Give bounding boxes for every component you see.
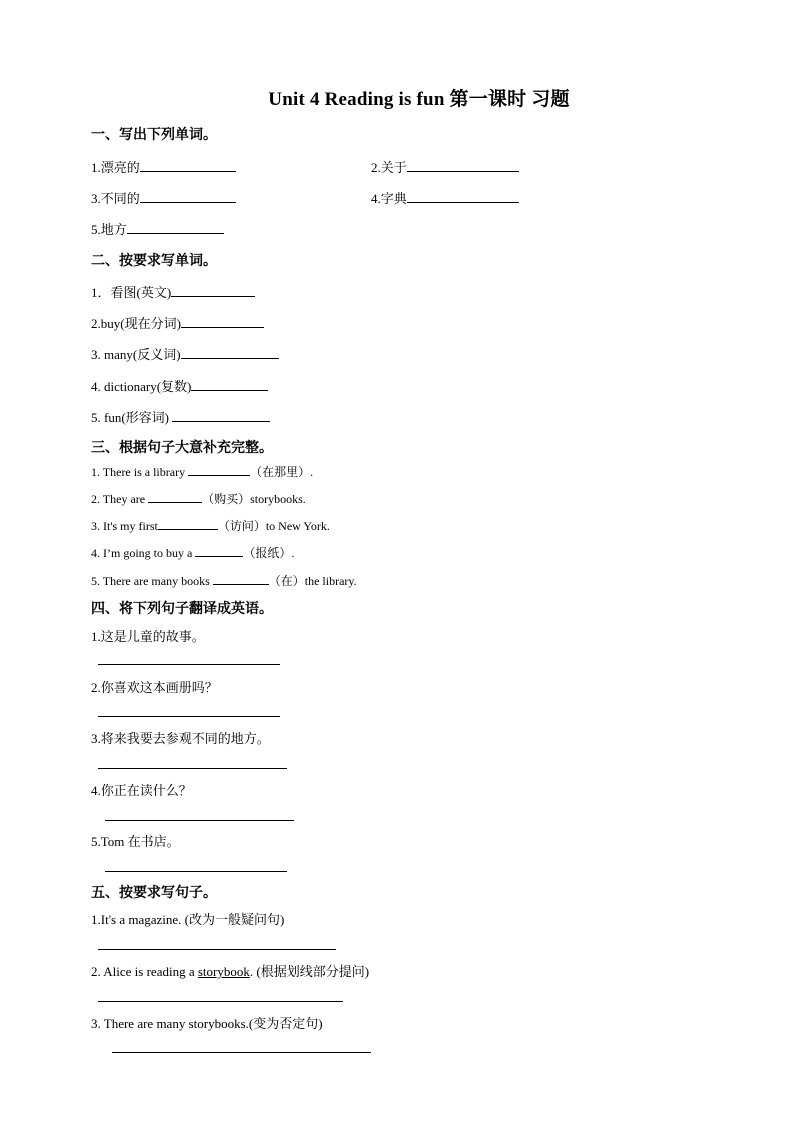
s4-item-5: 5.Tom 在书店。	[91, 834, 180, 849]
section-2-heading: 二、按要求写单词。	[91, 253, 217, 269]
s1-item-3-blank[interactable]	[140, 190, 236, 203]
s1-item-4-blank[interactable]	[407, 190, 519, 203]
s3-item-3-text: 3. It's my first	[91, 519, 158, 533]
s1-item-5	[91, 219, 224, 238]
s2-item-4	[91, 376, 268, 395]
s2-item-5	[91, 407, 270, 426]
s3-item-1-text: 1. There is a library	[91, 465, 189, 479]
s2-item-1	[91, 282, 255, 301]
s4-item-1: 1.这是儿童的故事。	[91, 629, 205, 644]
s3-item-2-text: 2. They are	[91, 492, 149, 506]
s3-item-4-text: 4. I’m going to buy a	[91, 546, 196, 560]
s1-item-1-label: 1.漂亮的	[91, 160, 140, 175]
section-5-heading: 五、按要求写句子。	[91, 885, 217, 901]
s3-item-1-hint: （在那里）.	[250, 465, 314, 479]
s1-item-4-label: 4.字典	[371, 191, 407, 206]
s3-item-4	[91, 544, 294, 561]
section-4-heading: 四、将下列句子翻译成英语。	[91, 601, 273, 617]
s5-item-2-underlined-word: storybook	[197, 964, 250, 979]
s3-item-5-blank[interactable]	[213, 572, 269, 585]
s3-item-1	[91, 463, 313, 480]
page-title: Unit 4 Reading is fun 第一课时 习题	[268, 89, 570, 110]
s3-item-3-blank[interactable]	[158, 517, 218, 530]
s3-item-5	[91, 572, 357, 589]
s1-item-2	[371, 157, 519, 176]
s3-item-3-hint: （访问）to New York.	[217, 519, 330, 533]
s5-item-3-answer-line[interactable]	[112, 1052, 371, 1053]
s3-item-2	[91, 490, 306, 507]
s3-item-4-blank[interactable]	[195, 544, 243, 557]
s3-item-2-blank[interactable]	[148, 490, 202, 503]
s5-item-3: 3. There are many storybooks.(变为否定句)	[91, 1016, 323, 1031]
s1-item-5-blank[interactable]	[127, 221, 224, 234]
s2-item-5-blank[interactable]	[172, 409, 270, 422]
s4-item-3: 3.将来我要去参观不同的地方。	[91, 731, 270, 746]
s5-item-2-post: . (根据划线部分提问)	[249, 964, 370, 979]
s2-item-3	[91, 344, 279, 363]
s1-item-4	[371, 188, 519, 207]
s3-item-3	[91, 517, 330, 534]
s2-item-4-label: 4. dictionary(复数)	[91, 379, 192, 394]
s1-item-1	[91, 157, 236, 176]
s2-item-3-label: 3. many(反义词)	[91, 347, 181, 362]
s4-item-5-answer-line[interactable]	[105, 871, 287, 872]
s4-item-4-answer-line[interactable]	[105, 820, 294, 821]
s5-item-1: 1.It's a magazine. (改为一般疑问句)	[91, 912, 285, 927]
s3-item-4-hint: （报纸）.	[243, 546, 295, 560]
s3-item-5-text: 5. There are many books	[91, 574, 213, 588]
section-1-heading: 一、写出下列单词。	[91, 127, 217, 143]
section-3-heading: 三、根据句子大意补充完整。	[91, 440, 273, 456]
s3-item-2-hint: （购买）storybooks.	[202, 492, 306, 506]
s2-item-1-blank[interactable]	[171, 284, 255, 297]
s5-item-2	[91, 961, 369, 980]
s1-item-1-blank[interactable]	[140, 159, 236, 172]
s1-item-2-label: 2.关于	[371, 160, 407, 175]
s1-item-5-label: 5.地方	[91, 222, 127, 237]
s4-item-3-answer-line[interactable]	[98, 768, 287, 769]
s2-item-2	[91, 313, 264, 332]
s5-item-2-pre: 2. Alice is reading a	[91, 964, 198, 979]
s2-item-2-blank[interactable]	[181, 315, 264, 328]
s3-item-5-hint: （在）the library.	[268, 574, 357, 588]
s5-item-1-answer-line[interactable]	[98, 949, 336, 950]
s3-item-1-blank[interactable]	[188, 463, 250, 476]
s4-item-2-answer-line[interactable]	[98, 716, 280, 717]
s1-item-3-label: 3.不同的	[91, 191, 140, 206]
s2-item-4-blank[interactable]	[191, 378, 268, 391]
s1-item-3	[91, 188, 236, 207]
s2-item-2-label: 2.buy(现在分词)	[91, 316, 181, 331]
s5-item-2-answer-line[interactable]	[98, 1001, 343, 1002]
s1-item-2-blank[interactable]	[407, 159, 519, 172]
s4-item-1-answer-line[interactable]	[98, 664, 280, 665]
s2-item-1-label: 1．看图(英文)	[91, 285, 172, 300]
s2-item-5-label: 5. fun(形容词)	[91, 410, 173, 425]
s4-item-4: 4.你正在读什么？	[91, 783, 192, 798]
s2-item-3-blank[interactable]	[181, 346, 279, 359]
s4-item-2: 2.你喜欢这本画册吗？	[91, 680, 218, 695]
